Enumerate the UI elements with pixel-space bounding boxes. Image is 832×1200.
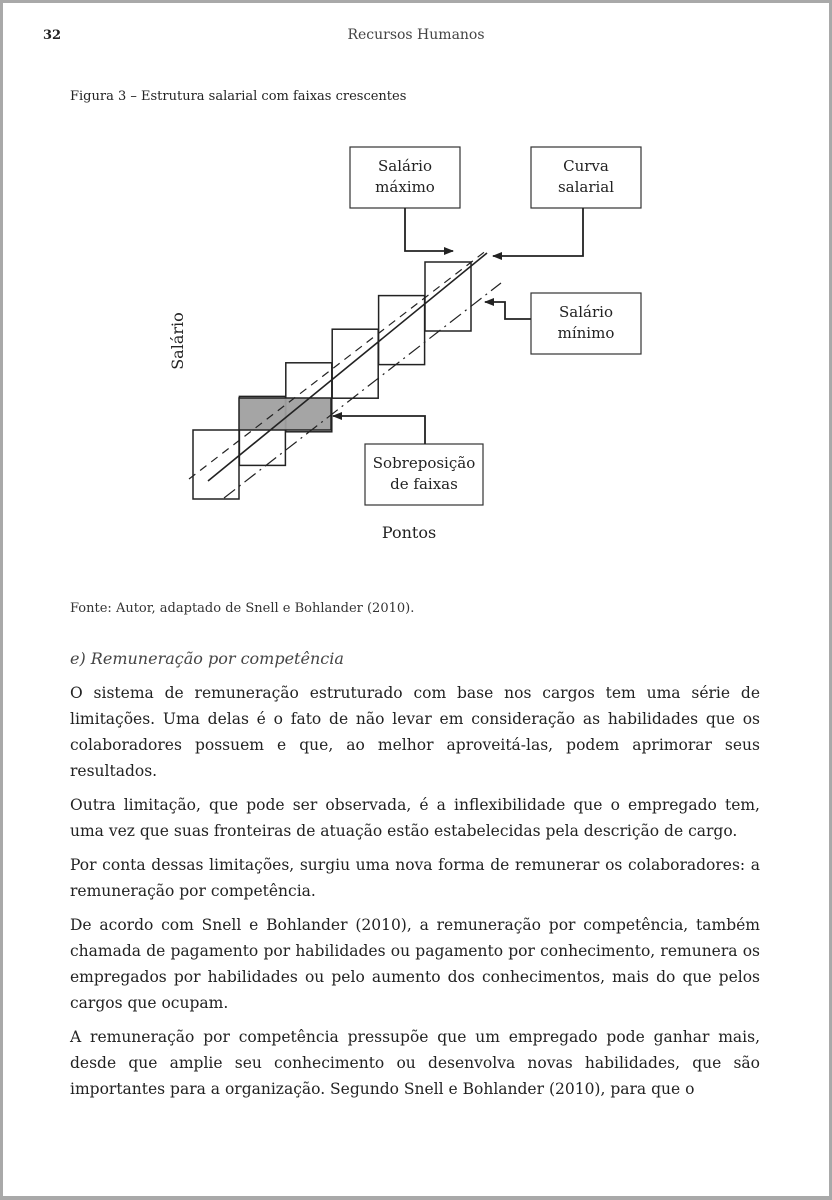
paragraph: Por conta dessas limitações, surgiu uma nova forma de remunerar os colaboradores: a remuneração por competência.: [70, 856, 760, 900]
arrow-curva-salarial: [493, 208, 583, 256]
x-axis-label: Pontos: [381, 523, 437, 542]
document-page: [3, 3, 829, 1196]
arrow-salario-minimo: [485, 302, 531, 319]
label-salario-maximo-line2: máximo: [375, 178, 435, 196]
label-curva-salarial-line2: salarial: [557, 178, 615, 196]
figure-source: Fonte: Autor, adaptado de Snell e Bohlander (2010).: [70, 601, 415, 616]
section-subtitle: e) Remuneração por competência: [70, 649, 344, 668]
label-salario-minimo-line2: mínimo: [557, 324, 615, 342]
salary-band-5: [379, 296, 425, 365]
figure-caption: Figura 3 – Estrutura salarial com faixas crescentes: [70, 89, 407, 104]
page-number: 32: [43, 28, 62, 43]
label-sobreposicao-line1: Sobreposição: [372, 454, 476, 472]
paragraph: De acordo com Snell e Bohlander (2010), a remuneração por competência, também chamada de pagamento por habilidades ou pagamento por conhecimento, remunera os empregados por habilidades ou pelo aumento dos conhecimentos, mais do que pelos cargos que ocupam.: [70, 916, 760, 1012]
paragraph: Outra limitação, que pode ser observada, é a inflexibilidade que o empregado tem, uma vez que suas fronteiras de atuação estão estabelecidas pela descrição de cargo.: [70, 796, 760, 840]
label-salario-maximo-line1: Salário: [378, 157, 432, 175]
salary-band-1: [193, 430, 239, 499]
arrow-sobreposicao: [333, 416, 425, 444]
label-sobreposicao-line2: de faixas: [390, 475, 458, 493]
salary-structure-diagram: [3, 3, 829, 583]
body-text: [70, 680, 760, 1110]
y-axis-label: Salário: [168, 312, 187, 370]
label-curva-salarial-line1: Curva: [563, 157, 609, 175]
label-salario-minimo-line1: Salário: [559, 303, 613, 321]
paragraph: O sistema de remuneração estruturado com base nos cargos tem uma série de limitações. Uma delas é o fato de não levar em consideração as habilidades que os colaboradores possuem e que, ao melhor aproveitá-las, podem aprimorar seus resultados.: [70, 684, 760, 780]
running-header: Recursos Humanos: [347, 27, 485, 43]
arrow-salario-maximo: [405, 208, 453, 251]
paragraph: A remuneração por competência pressupõe que um empregado pode ganhar mais, desde que amplie seu conhecimento ou desenvolva novas habilidades, que são importantes para a organização. Segundo Snell e Bohlander (2010), para que o: [70, 1028, 760, 1098]
band-overlap-highlight: [239, 398, 331, 430]
